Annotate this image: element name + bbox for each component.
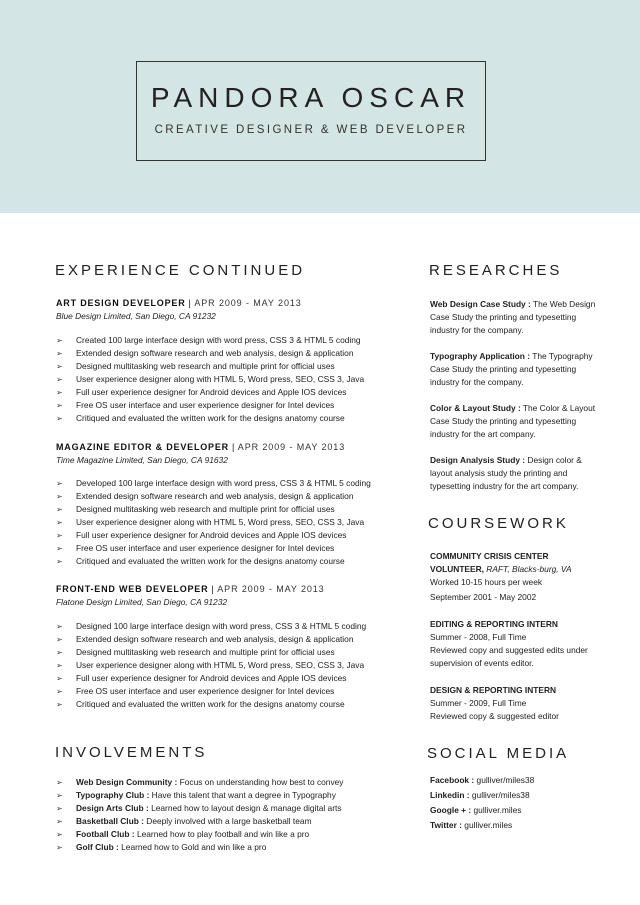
- arrow-bullet-icon: ➢: [56, 674, 63, 683]
- coursework-item: [430, 618, 600, 670]
- social-item-twitter: Twitter : gulliver.miles: [430, 820, 513, 830]
- list-item: ➢ Critiqued and evaluated the written work for the designs anatomy course: [56, 699, 345, 709]
- arrow-bullet-icon: ➢: [56, 336, 63, 345]
- coursework-item: [430, 684, 600, 723]
- arrow-bullet-icon: ➢: [56, 648, 63, 657]
- coursework-line: Summer - 2008, Full Time: [430, 632, 527, 642]
- arrow-bullet-icon: ➢: [56, 544, 63, 553]
- research-item: Color & Layout Study : The Color & Layout Case Study the printing and typesetting industry for the art company.: [430, 403, 596, 439]
- coursework-title: DESIGN & REPORTING INTERN: [430, 685, 557, 695]
- arrow-bullet-icon: ➢: [56, 817, 63, 826]
- separator: |: [228, 442, 238, 452]
- job-title: MAGAZINE EDITOR & DEVELOPER: [56, 442, 229, 452]
- list-item: ➢ Extended design software research and web analysis, design & application: [56, 348, 354, 358]
- list-item: ➢ Full user experience designer for Android devices and Apple IOS devices: [56, 673, 347, 683]
- job-date: APR 2009 - MAY 2013: [217, 584, 325, 594]
- coursework-item: [430, 550, 600, 604]
- job-title: FRONT-END WEB DEVELOPER: [56, 584, 209, 594]
- list-item: ➢ Critiqued and evaluated the written work for the designs anatomy course: [56, 413, 345, 423]
- job-company: Blue Design Limited, San Diego, CA 91232: [56, 311, 216, 321]
- involvements-heading: INVOLVEMENTS: [55, 744, 208, 761]
- coursework-title: EDITING & REPORTING INTERN: [430, 619, 558, 629]
- arrow-bullet-icon: ➢: [56, 479, 63, 488]
- list-item: ➢ Basketball Club : Deeply involved with a large basketball team: [56, 816, 312, 826]
- name-frame: [136, 61, 486, 161]
- social-item-facebook: Facebook : gulliver/miles38: [430, 775, 535, 785]
- coursework-line: Summer - 2009, Full Time: [430, 698, 527, 708]
- arrow-bullet-icon: ➢: [56, 414, 63, 423]
- job-3-bullets: [56, 620, 396, 711]
- arrow-bullet-icon: ➢: [56, 349, 63, 358]
- coursework-line: VOLUNTEER, RAFT, Blacks-burg, VA: [430, 564, 572, 574]
- coursework-line: Reviewed copy & suggested editor: [430, 711, 559, 721]
- arrow-bullet-icon: ➢: [56, 518, 63, 527]
- list-item: ➢ Full user experience designer for Android devices and Apple IOS devices: [56, 387, 347, 397]
- list-item: ➢ Full user experience designer for Android devices and Apple IOS devices: [56, 530, 347, 540]
- research-item: Typography Application : The Typography Case Study the printing and typesetting industry for the company.: [430, 351, 593, 387]
- arrow-bullet-icon: ➢: [56, 661, 63, 670]
- separator: |: [208, 584, 218, 594]
- coursework-line: Reviewed copy and suggested edits under supervision of events editor.: [430, 645, 588, 668]
- list-item: ➢ Typography Club : Have this talent that want a degree in Typography: [56, 790, 336, 800]
- job-company: Time Magazine Limited, San Diego, CA 91632: [56, 455, 228, 465]
- list-item: ➢ Extended design software research and web analysis, design & application: [56, 634, 354, 644]
- list-item: ➢ Golf Club : Learned how to Gold and win like a pro: [56, 842, 267, 852]
- social-item-google: Google + : gulliver.miles: [430, 805, 522, 815]
- arrow-bullet-icon: ➢: [56, 492, 63, 501]
- arrow-bullet-icon: ➢: [56, 401, 63, 410]
- list-item: ➢ User experience designer along with HTML 5, Word press, SEO, CSS 3, Java: [56, 517, 365, 527]
- job-entry-3: [56, 584, 396, 607]
- experience-heading: EXPERIENCE CONTINUED: [55, 262, 306, 279]
- arrow-bullet-icon: ➢: [56, 635, 63, 644]
- list-item: ➢ Web Design Community : Focus on understanding how best to convey: [56, 777, 344, 787]
- arrow-bullet-icon: ➢: [56, 505, 63, 514]
- arrow-bullet-icon: ➢: [56, 791, 63, 800]
- job-title: ART DESIGN DEVELOPER: [56, 298, 186, 308]
- person-name: PANDORA OSCAR: [150, 82, 472, 113]
- list-item: ➢ Free OS user interface and user experience designer for Intel devices: [56, 686, 335, 696]
- arrow-bullet-icon: ➢: [56, 375, 63, 384]
- coursework-title: COMMUNITY CRISIS CENTER: [430, 551, 549, 561]
- job-subtitle: CREATIVE DESIGNER & WEB DEVELOPER: [154, 124, 468, 136]
- arrow-bullet-icon: ➢: [56, 700, 63, 709]
- list-item: ➢ Designed multitasking web research and multiple print for official uses: [56, 647, 335, 657]
- social-list: [430, 773, 600, 833]
- list-item: ➢ Extended design software research and web analysis, design & application: [56, 491, 354, 501]
- job-title-line: [56, 442, 396, 452]
- job-entry-1: [56, 298, 396, 321]
- list-item: ➢ Designed multitasking web research and multiple print for official uses: [56, 361, 335, 371]
- coursework-heading: COURSEWORK: [428, 515, 569, 532]
- job-date: APR 2009 - MAY 2013: [194, 298, 302, 308]
- job-entry-2: [56, 442, 396, 465]
- arrow-bullet-icon: ➢: [56, 622, 63, 631]
- job-1-bullets: [56, 334, 396, 425]
- research-item: Design Analysis Study : Design color & layout analysis study the printing and typesetting industry for the art company.: [430, 455, 582, 491]
- coursework-line: September 2001 - May 2002: [430, 592, 537, 602]
- social-item-linkedin: Linkedin : gulliver/miles38: [430, 790, 530, 800]
- list-item: ➢ Designed multitasking web research and multiple print for official uses: [56, 504, 335, 514]
- arrow-bullet-icon: ➢: [56, 557, 63, 566]
- list-item: ➢ Critiqued and evaluated the written work for the designs anatomy course: [56, 556, 345, 566]
- coursework-line: Worked 10-15 hours per week: [430, 577, 543, 587]
- list-item: ➢ User experience designer along with HTML 5, Word press, SEO, CSS 3, Java: [56, 374, 365, 384]
- list-item: ➢ Design Arts Club : Learned how to layout design & manage digital arts: [56, 803, 342, 813]
- arrow-bullet-icon: ➢: [56, 843, 63, 852]
- job-2-bullets: [56, 477, 396, 568]
- separator: |: [185, 298, 195, 308]
- list-item: ➢ Created 100 large interface design with word press, CSS 3 & HTML 5 coding: [56, 335, 361, 345]
- arrow-bullet-icon: ➢: [56, 531, 63, 540]
- job-company: Flatone Design Limited, San Diego, CA 91232: [56, 597, 228, 607]
- involvements-list: [56, 776, 396, 854]
- arrow-bullet-icon: ➢: [56, 830, 63, 839]
- arrow-bullet-icon: ➢: [56, 388, 63, 397]
- list-item: ➢ Developed 100 large interface design with word press, CSS 3 & HTML 5 coding: [56, 478, 371, 488]
- list-item: ➢ User experience designer along with HTML 5, Word press, SEO, CSS 3, Java: [56, 660, 365, 670]
- social-heading: SOCIAL MEDIA: [427, 745, 570, 762]
- arrow-bullet-icon: ➢: [56, 687, 63, 696]
- arrow-bullet-icon: ➢: [56, 778, 63, 787]
- job-title-line: [56, 298, 396, 308]
- researches-heading: RESEARCHES: [429, 262, 563, 279]
- job-date: APR 2009 - MAY 2013: [237, 442, 346, 452]
- arrow-bullet-icon: ➢: [56, 362, 63, 371]
- list-item: ➢ Football Club : Learned how to play football and win like a pro: [56, 829, 310, 839]
- job-title-line: [56, 584, 396, 594]
- arrow-bullet-icon: ➢: [56, 804, 63, 813]
- list-item: ➢ Free OS user interface and user experience designer for Intel devices: [56, 543, 335, 553]
- list-item: ➢ Free OS user interface and user experience designer for Intel devices: [56, 400, 335, 410]
- research-item: Web Design Case Study : The Web Design Case Study the printing and typesetting industry for the company.: [430, 299, 596, 335]
- list-item: ➢ Designed 100 large interface design with word press, CSS 3 & HTML 5 coding: [56, 621, 367, 631]
